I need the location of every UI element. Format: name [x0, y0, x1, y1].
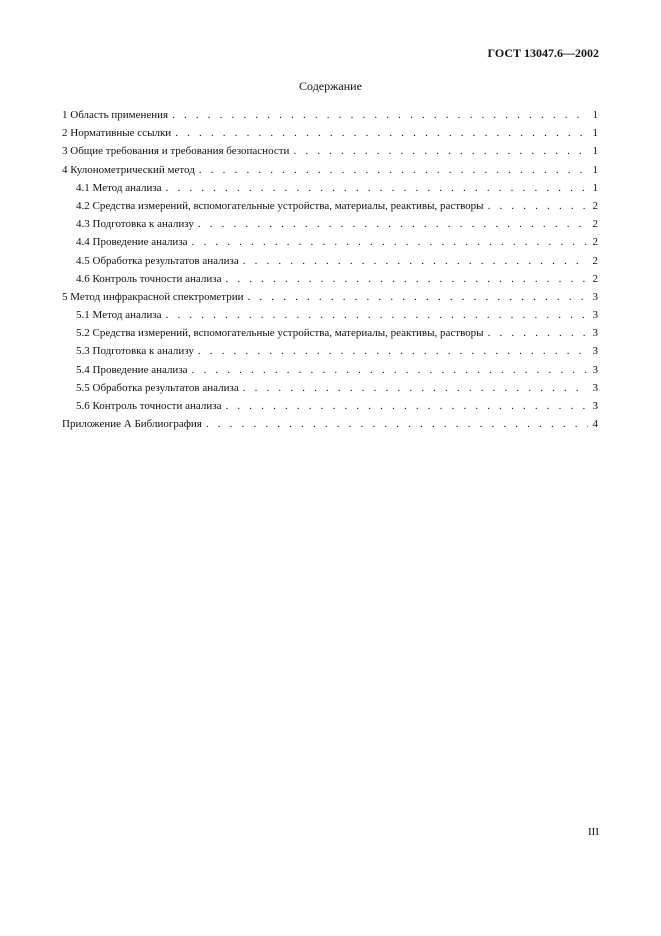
toc-leader-dots	[248, 288, 588, 306]
toc-entry	[62, 324, 598, 342]
toc-entry-title: 1 Область применения	[62, 109, 169, 121]
toc-entry-title: 4 Кулонометрический метод	[62, 163, 195, 176]
toc-entry	[62, 397, 598, 415]
toc-leader-dots	[198, 342, 588, 360]
toc-entry	[62, 342, 598, 360]
toc-entry-page: 2	[592, 199, 598, 212]
toc-leader-dots	[198, 215, 588, 233]
toc-leader-dots	[293, 142, 588, 160]
toc-leader-dots	[206, 415, 588, 433]
toc-entry-title: 5.1 Метод анализа	[76, 309, 162, 322]
toc-entry	[62, 252, 598, 270]
toc-entry-page: 3	[592, 327, 598, 340]
toc-entry-page: 3	[592, 400, 598, 412]
toc-entry-page: 1	[592, 163, 598, 176]
toc-entry	[62, 361, 598, 379]
toc-leader-dots	[488, 197, 588, 215]
toc-entry-title: 3 Общие требования и требования безопасности	[62, 145, 290, 158]
document-number: ГОСТ 13047.6—2002	[487, 46, 599, 60]
toc-entry-title: 4.1 Метод анализа	[76, 181, 162, 194]
toc-entry-title: 5.3 Подготовка к анализу	[76, 345, 194, 358]
toc-entry-title: 5.2 Средства измерений, вспомогательные устройства, материалы, реактивы, растворы	[76, 327, 484, 340]
toc-entry	[62, 142, 598, 160]
toc-leader-dots	[166, 306, 588, 324]
toc-entry	[62, 161, 598, 179]
toc-entry-title: 5 Метод инфракрасной спектрометрии	[62, 290, 244, 303]
toc-entry	[62, 106, 598, 124]
toc-entry-title: 5.5 Обработка результатов анализа	[76, 381, 239, 394]
toc-entry-page: 1	[592, 127, 598, 140]
toc-entry-page: 2	[592, 218, 598, 231]
toc-leader-dots	[192, 361, 588, 379]
toc-entry-page: 1	[592, 145, 598, 158]
toc-leader-dots	[225, 270, 588, 288]
toc-leader-dots	[192, 233, 588, 251]
toc-entry-title: 5.6 Контроль точности анализа	[76, 400, 222, 412]
toc-entry-title: 4.5 Обработка результатов анализа	[76, 254, 239, 267]
page-number: III	[588, 826, 599, 838]
toc-entry-page: 3	[592, 363, 598, 376]
toc-entry-title: 5.4 Проведение анализа	[76, 363, 188, 376]
table-of-contents	[62, 106, 598, 433]
toc-leader-dots	[488, 324, 588, 342]
toc-entry-title: Приложение А Библиография	[62, 418, 202, 431]
toc-entry-title: 4.3 Подготовка к анализу	[76, 218, 194, 231]
toc-entry	[62, 288, 598, 306]
toc-leader-dots	[199, 161, 588, 179]
toc-entry-page: 3	[592, 345, 598, 358]
toc-entry-page: 2	[592, 236, 598, 249]
toc-entry	[62, 124, 598, 142]
toc-entry	[62, 233, 598, 251]
toc-entry-page: 1	[592, 181, 598, 194]
toc-entry-page: 3	[592, 290, 598, 303]
toc-leader-dots	[172, 106, 588, 124]
toc-entry	[62, 197, 598, 215]
toc-entry	[62, 270, 598, 288]
toc-entry-title: 2 Нормативные ссылки	[62, 127, 172, 140]
toc-entry	[62, 306, 598, 324]
toc-entry	[62, 179, 598, 197]
toc-leader-dots	[166, 179, 588, 197]
toc-entry-title: 4.4 Проведение анализа	[76, 236, 188, 249]
toc-leader-dots	[225, 397, 588, 415]
toc-entry-page: 2	[592, 254, 598, 267]
toc-entry-title: 4.2 Средства измерений, вспомогательные устройства, материалы, реактивы, растворы	[76, 199, 484, 212]
toc-entry	[62, 415, 598, 433]
toc-leader-dots	[243, 379, 588, 397]
toc-entry	[62, 379, 598, 397]
toc-entry-page: 2	[592, 272, 598, 285]
toc-entry	[62, 215, 598, 233]
toc-entry-page: 4	[592, 418, 598, 431]
toc-entry-title: 4.6 Контроль точности анализа	[76, 272, 222, 285]
toc-leader-dots	[175, 124, 588, 142]
toc-leader-dots	[243, 252, 588, 270]
page-title: Содержание	[299, 79, 362, 93]
toc-entry-page: 3	[592, 309, 598, 322]
toc-entry-page: 3	[592, 381, 598, 394]
toc-entry-page: 1	[592, 109, 598, 121]
